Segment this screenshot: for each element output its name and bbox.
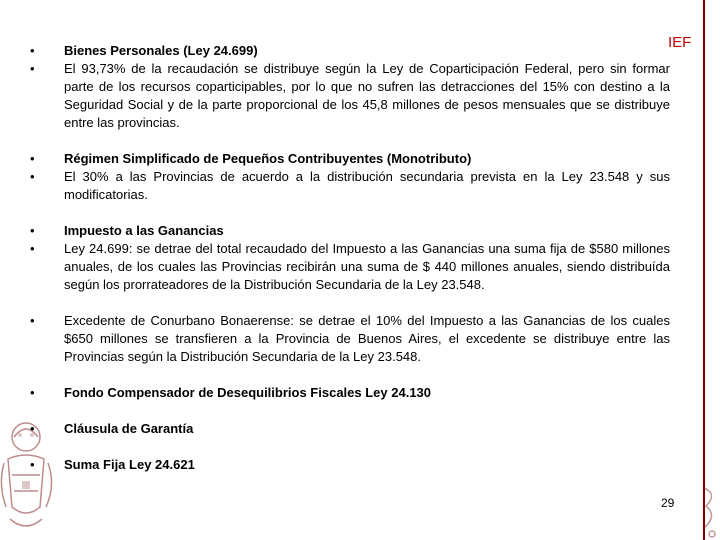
bullet-icon: • <box>30 169 35 184</box>
bullet-icon: • <box>30 151 35 166</box>
list-item <box>30 60 670 132</box>
section-title: Cláusula de Garantía <box>64 421 194 436</box>
list-item <box>30 384 670 402</box>
section-title: Impuesto a las Ganancias <box>64 223 224 238</box>
list-item <box>30 150 670 168</box>
page-number: 29 <box>661 496 675 510</box>
bullet-list <box>30 42 670 474</box>
list-item <box>30 240 670 294</box>
list-item <box>30 222 670 240</box>
section-monotributo <box>30 150 670 204</box>
section-body: Ley 24.699: se detrae del total recaudado del Impuesto a las Ganancias una suma fija de $580 millones anuales, de los cuales las Provincias recibirán una suma de $ 440 millones anuales, siendo distribuída según los prorrateadores de la Distribución Secundaria de la Ley 23.548. <box>64 241 670 292</box>
section-text: Excedente de Conurbano Bonaerense: se detrae el 10% del Impuesto a las Ganancias de los cuales $650 millones se transfieren a la Provincia de Buenos Aires, el excedente se distribuye entre las Provincias según la Distribución Secundaria de la Ley 23.548. <box>64 313 670 364</box>
list-item <box>30 312 670 366</box>
bullet-icon: • <box>30 421 35 436</box>
section-ganancias <box>30 222 670 294</box>
section-conurbano <box>30 312 670 366</box>
list-item <box>30 420 670 438</box>
bullet-icon: • <box>30 385 35 400</box>
section-body: El 93,73% de la recaudación se distribuye según la Ley de Coparticipación Federal, pero sin formar parte de los recursos coparticipables, por lo que no sufren las detracciones del 15% con destino a la Seguridad Social y de la parte proporcional de los 45,8 millones de pesos mensuales que se distribuye entre las provincias. <box>64 61 670 130</box>
section-title: Bienes Personales (Ley 24.699) <box>64 43 258 58</box>
section-title: Fondo Compensador de Desequilibrios Fiscales Ley 24.130 <box>64 385 432 400</box>
list-item <box>30 456 670 474</box>
right-border-line <box>703 0 705 540</box>
section-suma-fija <box>30 456 670 474</box>
bullet-icon: • <box>30 223 35 238</box>
section-clausula-garantia <box>30 420 670 438</box>
bullet-icon: • <box>30 61 35 76</box>
org-label: IEF <box>668 34 692 51</box>
section-fondo-compensador <box>30 384 670 402</box>
section-title: Suma Fija Ley 24.621 <box>64 457 195 472</box>
corner-ornament <box>700 480 720 540</box>
section-bienes-personales <box>30 42 670 132</box>
bullet-icon: • <box>30 241 35 256</box>
list-item <box>30 42 670 60</box>
bullet-icon: • <box>30 313 35 328</box>
section-body: El 30% a las Provincias de acuerdo a la distribución secundaria prevista en la Ley 23.548 y sus modificatorias. <box>64 169 670 202</box>
bullet-icon: • <box>30 457 35 472</box>
bullet-icon: • <box>30 43 35 58</box>
section-title: Régimen Simplificado de Pequeños Contribuyentes (Monotributo) <box>64 151 472 166</box>
list-item <box>30 168 670 204</box>
